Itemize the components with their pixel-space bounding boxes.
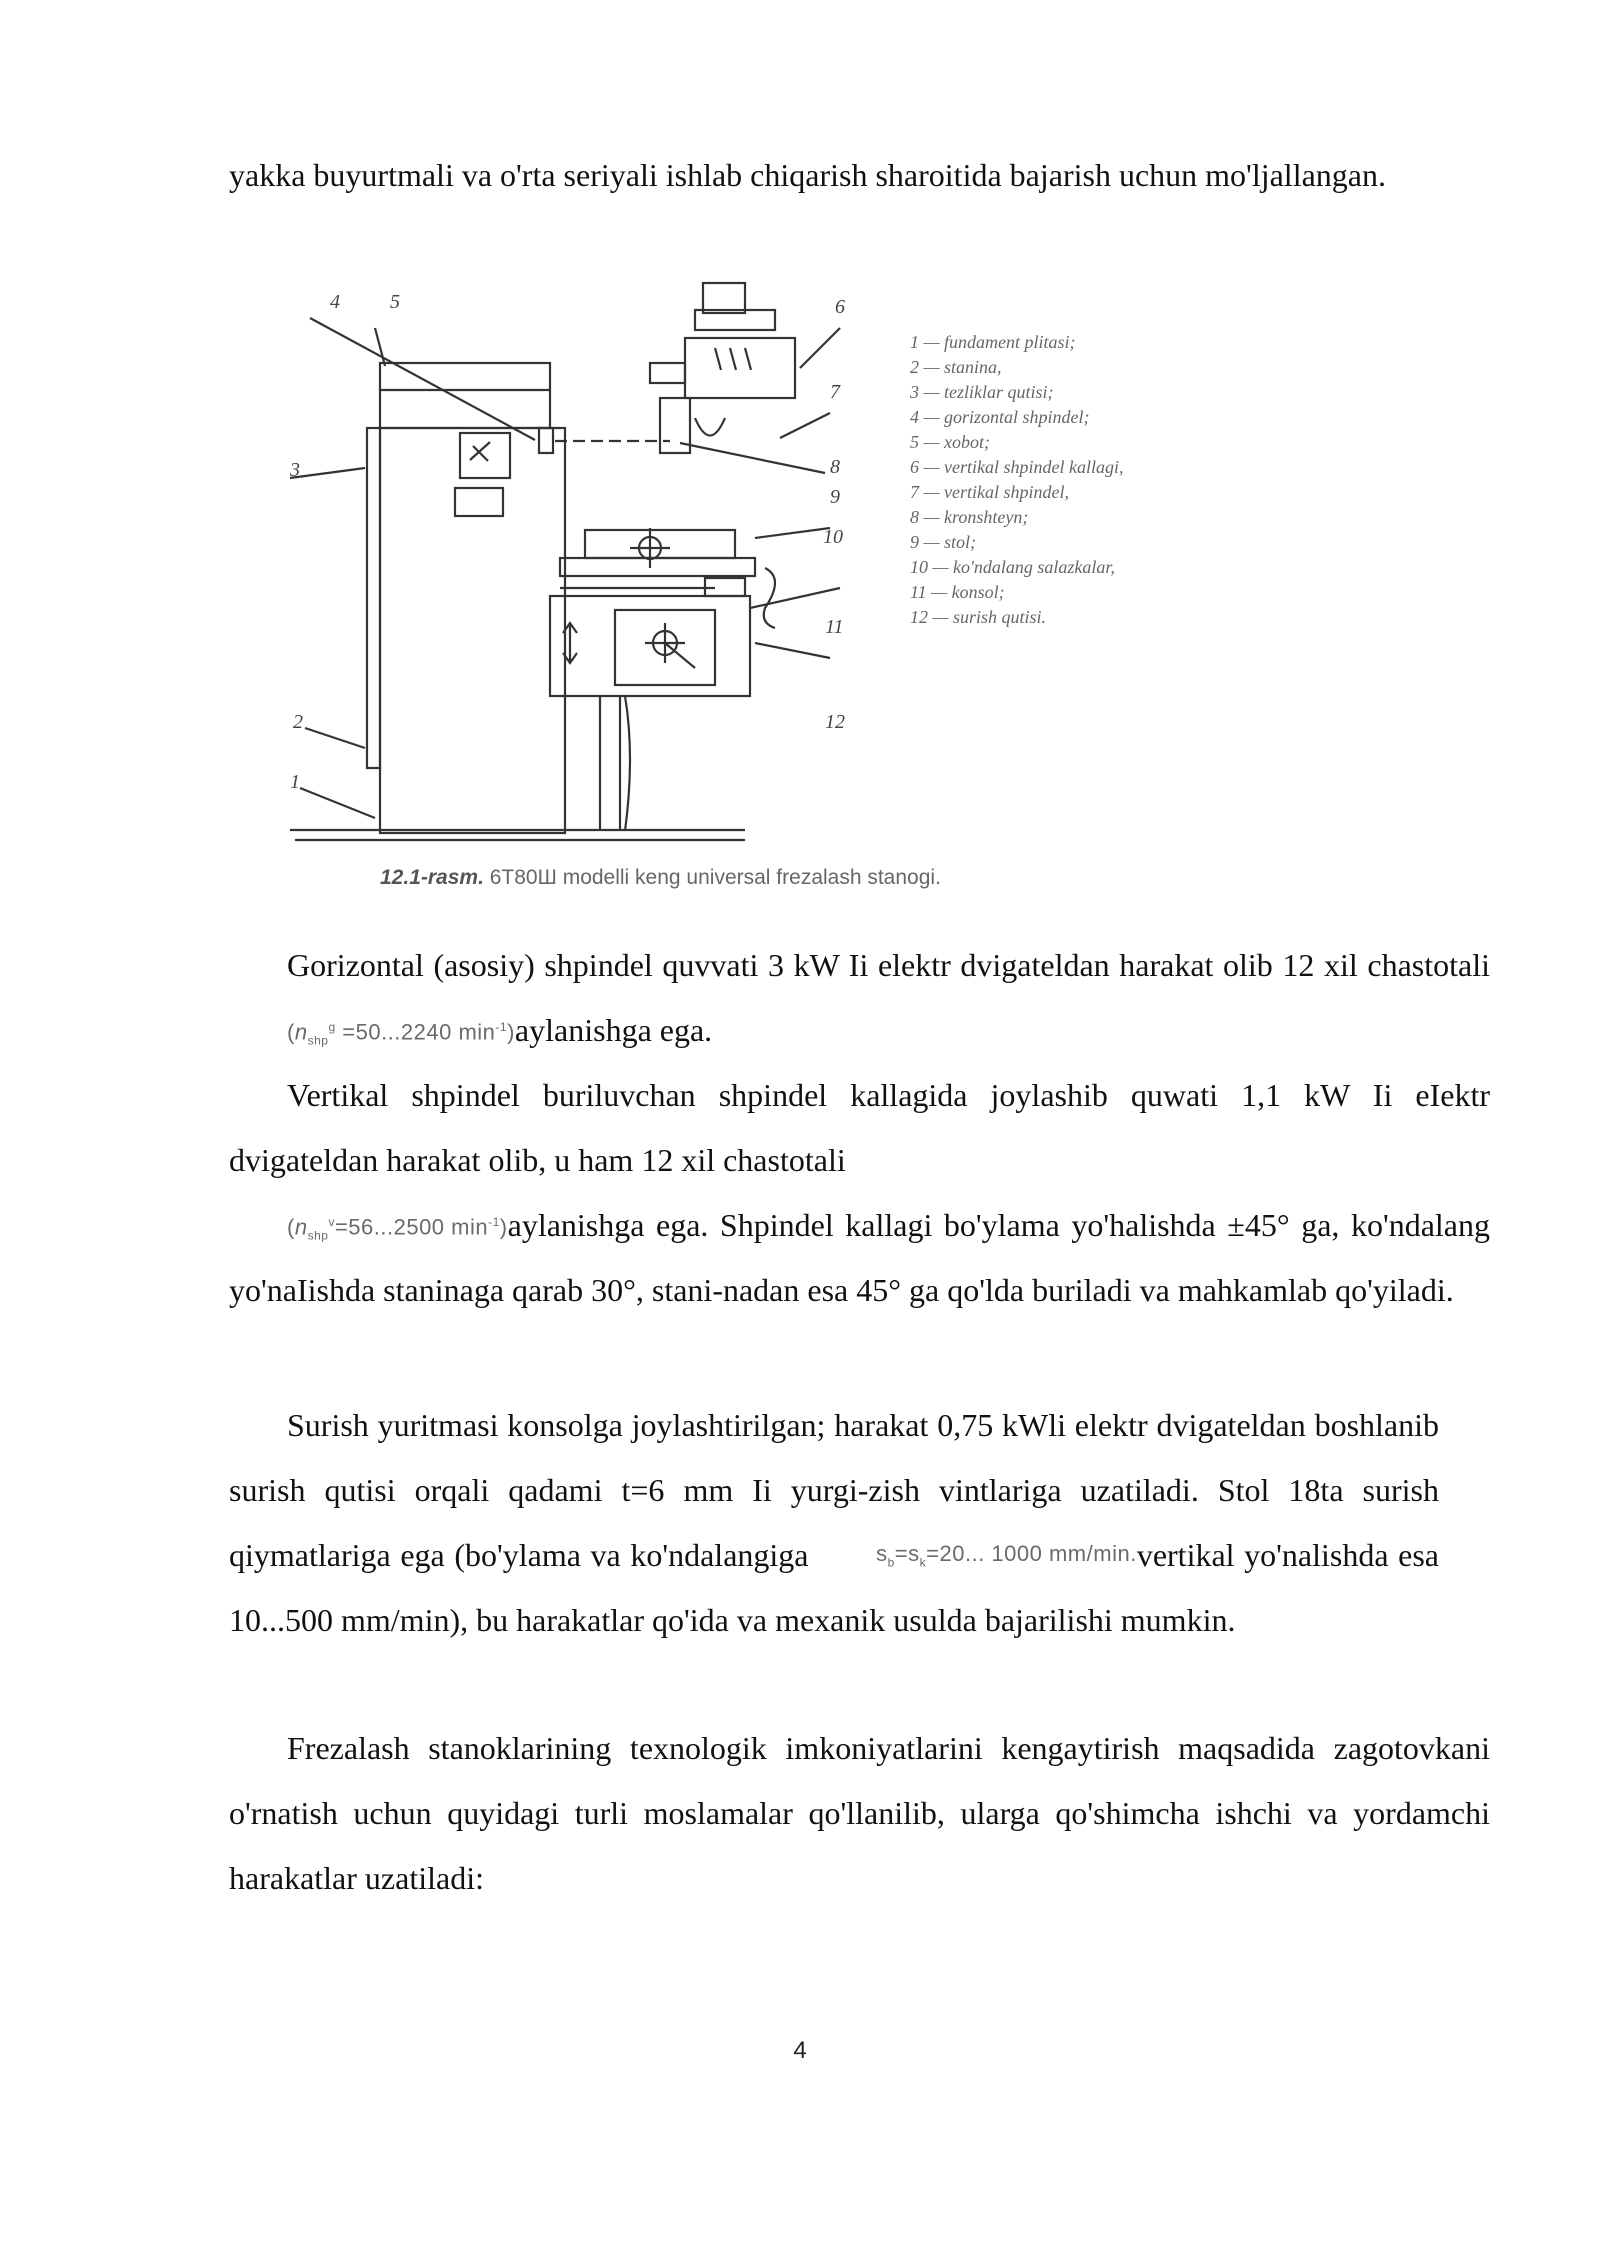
paragraph-text: Surish yuritmasi konsolga joylashtirilgan; harakat 0,75 kWli elektr dvigateldan boshlanib surish qutisi orqali qadami t=6 mm Ii yurgi-zish vintlariga uzatiladi. Stol 18ta surish qiymatlariga ega (bo'ylama va ko'ndalangiga xyxy=(229,1407,1439,1573)
legend-item: 2 — stanina, xyxy=(910,357,1002,377)
legend-item: 6 — vertikal shpindel kallagi, xyxy=(910,457,1124,477)
paragraph-vertikal xyxy=(229,1063,1490,1323)
formula-image: ($n_{shp}^g =50...2240$ $\min^{-1}$) xyxy=(287,1019,515,1048)
figure-legend xyxy=(910,330,1123,630)
paragraph-text: vertikal yo'nalishda esa 10...500 mm/min), bu harakatlar qo'ida va mexanik usulda bajarilishi mumkin. xyxy=(229,1537,1440,1638)
page-number: 4 xyxy=(793,2037,807,2064)
callout-1: 1 xyxy=(290,771,300,793)
formula-text: =20... 1000 mm/min. xyxy=(926,1541,1137,1567)
intro-paragraph: yakka buyurtmali va o'rta seriyali ishlab chiqarish sharoitida bajarish uchun mo'ljallangan. xyxy=(229,157,1386,193)
legend-item: 1 — fundament plitasi; xyxy=(910,332,1076,352)
caption-text: 6T80Ш modelli keng universal frezalash stanogi. xyxy=(489,866,941,889)
body-text xyxy=(229,933,1490,1323)
callout-5: 5 xyxy=(390,291,400,313)
legend-item: 4 — gorizontal shpindel; xyxy=(910,407,1090,427)
machine-diagram xyxy=(285,278,905,858)
callout-2: 2 xyxy=(293,711,303,733)
callout-7: 7 xyxy=(830,381,840,403)
callout-6: 6 xyxy=(835,296,845,318)
formula-text: =50...2240 min xyxy=(342,1019,496,1045)
legend-item: 3 — tezliklar qutisi; xyxy=(910,382,1054,402)
figure-caption xyxy=(380,866,941,890)
legend-item: 11 — konsol; xyxy=(910,582,1005,602)
body-text-frezalash xyxy=(229,1716,1490,1911)
legend-item: 10 — ko'ndalang salazkalar, xyxy=(910,557,1115,577)
callout-3: 3 xyxy=(290,459,300,481)
paragraph-gorizontal xyxy=(229,933,1490,1063)
paragraph-frezalash: Frezalash stanoklarining texnologik imkoniyatlarini kengaytirish maqsadida zagotovkani o'rnatish uchun quyidagi turli moslamalar qo'llanilib, ularga qo'shimcha ishchi va yordamchi harakatlar uzatiladi: xyxy=(229,1730,1490,1896)
formula-image: $s_b=s_k=20$... 1000 mm/min. xyxy=(876,1541,1137,1570)
paragraph-text: aylanishga ega. Shpindel kallagi bo'ylama yo'halishda ±45° ga, ko'ndalang yo'naIishda staninaga qarab 30°, stani-nadan esa 45° ga qo'lda buriladi va mahkamlab qo'yiladi. xyxy=(229,1207,1490,1308)
paragraph-text: Gorizontal (asosiy) shpindel quvvati 3 kW Ii elektr dvigateldan harakat olib 12 xil chastotali xyxy=(287,947,1490,983)
body-text-surish xyxy=(229,1393,1439,1653)
callout-4: 4 xyxy=(330,291,340,313)
paragraph-surish xyxy=(229,1393,1439,1653)
callout-10: 10 xyxy=(823,526,843,548)
formula-image: ($n_{shp}^v=56...2500$ $\min^{-1}$) xyxy=(287,1214,508,1243)
callout-9: 9 xyxy=(830,486,840,508)
legend-item: 9 — stol; xyxy=(910,532,977,552)
callout-12: 12 xyxy=(825,711,845,733)
legend-item: 5 — xobot; xyxy=(910,432,990,452)
legend-item: 12 — surish qutisi. xyxy=(910,607,1047,627)
caption-label: 12.1-rasm. xyxy=(380,866,484,889)
legend-item: 8 — kronshteyn; xyxy=(910,507,1029,527)
callout-8: 8 xyxy=(830,456,840,478)
legend-item: 7 — vertikal shpindel, xyxy=(910,482,1069,502)
formula-text: =56...2500 min xyxy=(334,1214,489,1240)
paragraph-text: aylanishga ega. xyxy=(514,1012,713,1048)
callout-11: 11 xyxy=(825,616,844,638)
paragraph-text: Vertikal shpindel buriluvchan shpindel kallagida joylashib quwati 1,1 kW Ii eIektr dvigateldan harakat olib, u ham 12 xil chastotali xyxy=(229,1077,1490,1178)
